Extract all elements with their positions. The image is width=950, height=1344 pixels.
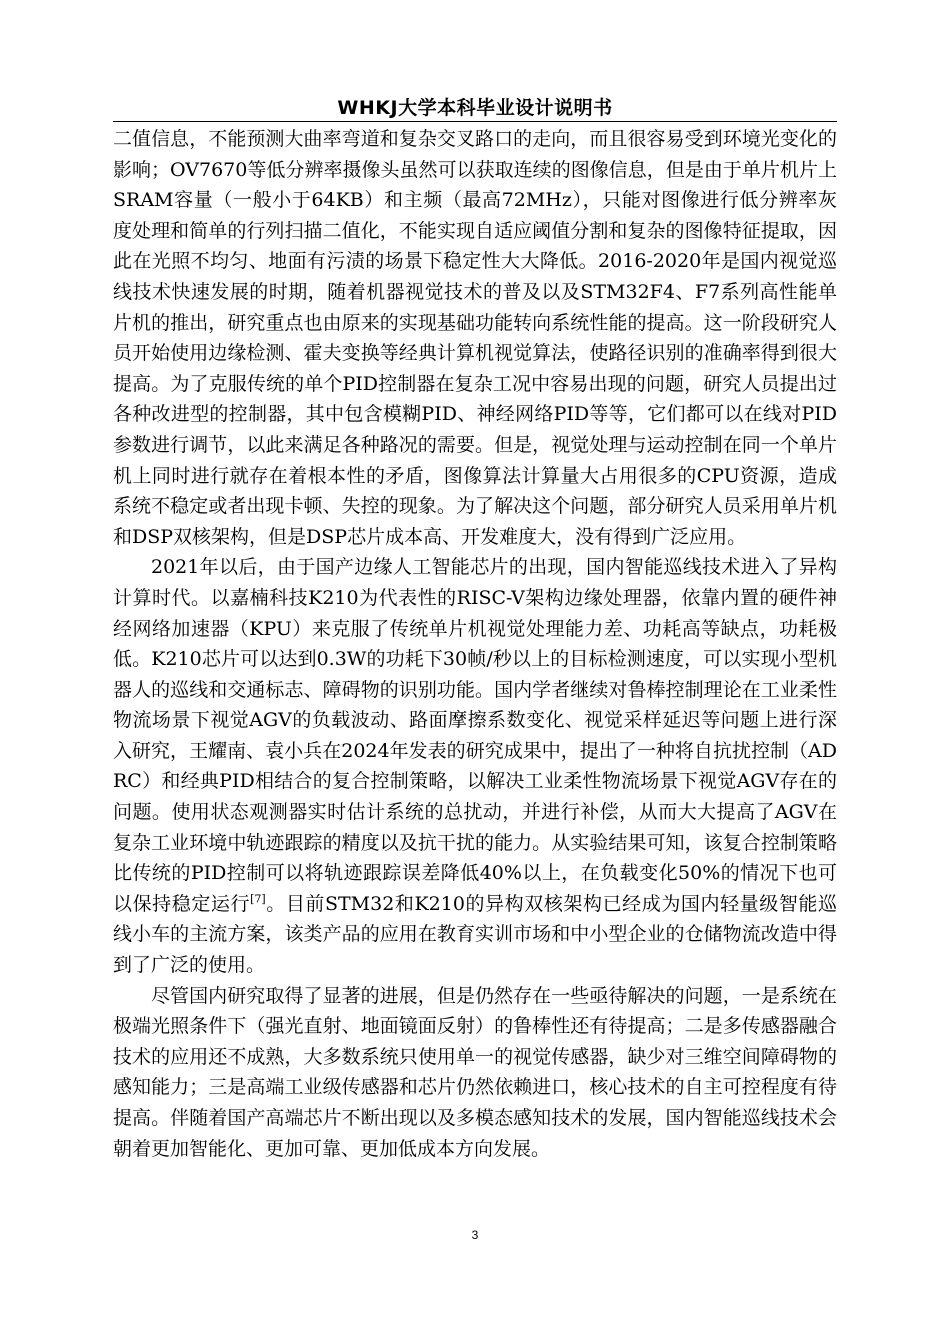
page-number: 3 xyxy=(471,1228,479,1242)
paragraph-1: 二值信息，不能预测大曲率弯道和复杂交叉路口的走向，而且很容易受到环境光变化的影响；OV7670等低分辨率摄像头虽然可以获取连续的图像信息，但是由于单片机片上SRAM容量（一般小于64KB）和主频（最高72MHz），只能对图像进行低分辨率灰度处理和简单的行列扫描二值化，不能实现自适应阈值分割和复杂的图像特征提取，因此在光照不均匀、地面有污渍的场景下稳定性大大降低。2016-2020年是国内视觉巡线技术快速发展的时期，随着机器视觉技术的普及以及STM32F4、F7系列高性能单片机的推出，研究重点也由原来的实现基础功能转向系统性能的提高。这一阶段研究人员开始使用边缘检测、霍夫变换等经典计算机视觉算法，使路径识别的准确率得到很大提高。为了克服传统的单个PID控制器在复杂工况中容易出现的问题，研究人员提出过各种改进型的控制器，其中包含模糊PID、神经网络PID等等，它们都可以在线对PID参数进行调节，以此来满足各种路况的需要。但是，视觉处理与运动控制在同一个单片机上同时进行就存在着根本性的矛盾，图像算法计算量大占用很多的CPU资源，造成系统不稳定或者出现卡顿、失控的现象。为了解决这个问题，部分研究人员采用单片机和DSP双核架构，但是DSP芯片成本高、开发难度大，没有得到广泛应用。 xyxy=(113,128,837,548)
header-divider xyxy=(113,121,837,122)
body-text xyxy=(113,124,837,1164)
paragraph-2-text-after-citation: 。目前STM32和K210的异构双核架构已经成为国内轻量级智能巡线小车的主流方案，该类产品的应用在教育实训市场和中小型企业的仓储物流改造中得到了广泛的使用。 xyxy=(113,892,837,977)
paragraph-3: 尽管国内研究取得了显著的进展，但是仍然存在一些亟待解决的问题，一是系统在极端光照条件下（强光直射、地面镜面反射）的鲁棒性还有待提高；二是多传感器融合技术的应用还不成熟，大多数系统只使用单一的视觉传感器，缺少对三维空间障碍物的感知能力；三是高端工业级传感器和芯片仍然依赖进口，核心技术的自主可控程度有待提高。伴随着国产高端芯片不断出现以及多模态感知技术的发展，国内智能巡线技术会朝着更加智能化、更加可靠、更加低成本方向发展。 xyxy=(113,984,837,1160)
page-header-title: WHKJ大学本科毕业设计说明书 xyxy=(337,97,613,119)
paragraph-2-text-before-citation: 2021年以后，由于国产边缘人工智能芯片的出现，国内智能巡线技术进入了异构计算时代。以嘉楠科技K210为代表性的RISC-V架构边缘处理器，依靠内置的硬件神经网络加速器（KPU）来克服了传统单片机视觉处理能力差、功耗高等缺点，功耗极低。K210芯片可以达到0.3W的功耗下30帧/秒以上的目标检测速度，可以实现小型机器人的巡线和交通标志、障碍物的识别功能。国内学者继续对鲁棒控制理论在工业柔性物流场景下视觉AGV的负载波动、路面摩擦系数变化、视觉采样延迟等问题上进行深入研究，王耀南、袁小兵在2024年发表的研究成果中，提出了一种将自抗扰控制（ADRC）和经典PID相结合的复合控制策略，以解决工业柔性物流场景下视觉AGV存在的问题。使用状态观测器实时估计系统的总扰动，并进行补偿，从而大大提高了AGV在复杂工业环境中轨迹跟踪的精度以及抗干扰的能力。从实验结果可知，该复合控制策略比传统的PID控制可以将轨迹跟踪误差降低40%以上，在负载变化50%的情况下也可以保持稳定运行 xyxy=(113,556,837,915)
paragraph-2 xyxy=(113,552,837,980)
citation-reference: [7] xyxy=(250,892,266,906)
